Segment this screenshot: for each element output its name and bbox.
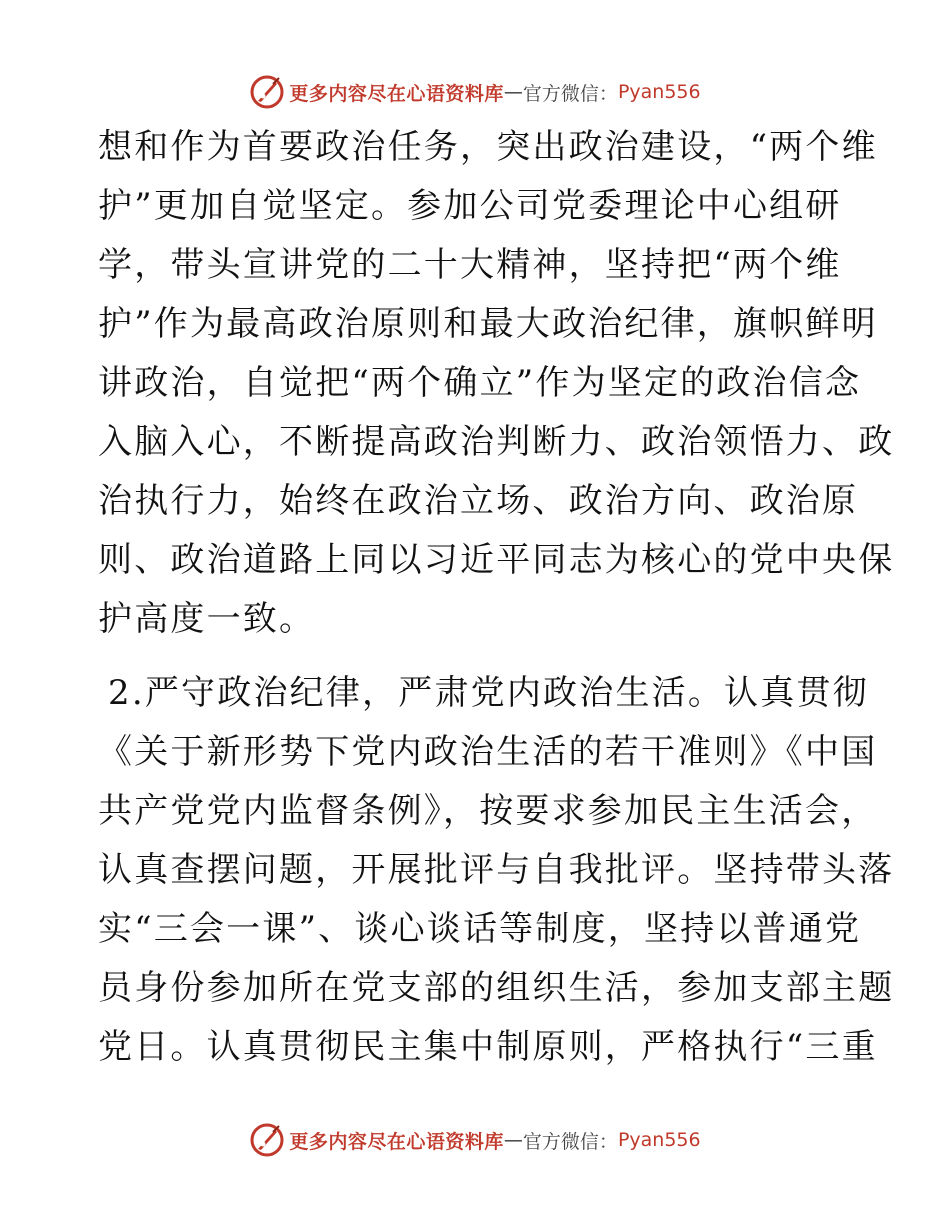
paragraph-1	[98, 118, 895, 649]
watermark-wechat-id: Pyan556	[617, 1129, 701, 1151]
text-line: 学，带头宣讲党的二十大精神，坚持把“两个维	[98, 245, 842, 285]
text-line: 入脑入心，不断提高政治判断力、政治领悟力、政	[98, 422, 895, 462]
text-line: 则、政治道路上同以习近平同志为核心的党中央保	[98, 540, 895, 580]
footer-watermark	[0, 1120, 950, 1160]
watermark-separator: —	[503, 81, 523, 103]
text-line: 认真查摆问题，开展批评与自我批评。坚持带头落	[98, 850, 895, 890]
watermark-separator: —	[503, 1129, 523, 1151]
watermark-wechat-label: 官方微信：	[522, 1130, 618, 1153]
text-line: 治执行力，始终在政治立场、政治方向、政治原	[98, 481, 859, 521]
watermark-brand: 更多内容尽在心语资料库	[289, 82, 504, 105]
text-line: 员身份参加所在党支部的组织生活，参加支部主题	[98, 968, 895, 1008]
watermark-wechat-id: Pyan556	[617, 81, 701, 103]
header-watermark	[0, 72, 950, 112]
watermark-wechat-label: 官方微信：	[522, 82, 618, 105]
text-line: 护”作为最高政治原则和最大政治纪律，旗帜鲜明	[98, 304, 878, 344]
quill-logo-icon	[249, 74, 285, 110]
document-body	[98, 118, 895, 1077]
text-line: 实“三会一课”、谈心谈话等制度，坚持以普通党	[98, 909, 862, 949]
text-line: 党日。认真贯彻民主集中制原则，严格执行“三重	[98, 1027, 878, 1067]
text-line: 2.严守政治纪律，严肃党内政治生活。认真贯彻	[108, 673, 869, 713]
paragraph-2	[98, 664, 895, 1077]
text-line: 讲政治，自觉把“两个确立”作为坚定的政治信念	[98, 363, 862, 403]
text-line: 共产党党内监督条例》，按要求参加民主生活会，	[98, 791, 878, 831]
paragraph-spacer	[98, 649, 858, 664]
text-line: 护”更加自觉坚定。参加公司党委理论中心组研	[98, 186, 842, 226]
watermark-brand: 更多内容尽在心语资料库	[289, 1130, 504, 1153]
text-line: 《关于新形势下党内政治生活的若干准则》《中国	[98, 732, 878, 772]
quill-logo-icon	[249, 1122, 285, 1158]
text-line: 想和作为首要政治任务，突出政治建设，“两个维	[98, 127, 878, 167]
text-line: 护高度一致。	[98, 599, 316, 639]
